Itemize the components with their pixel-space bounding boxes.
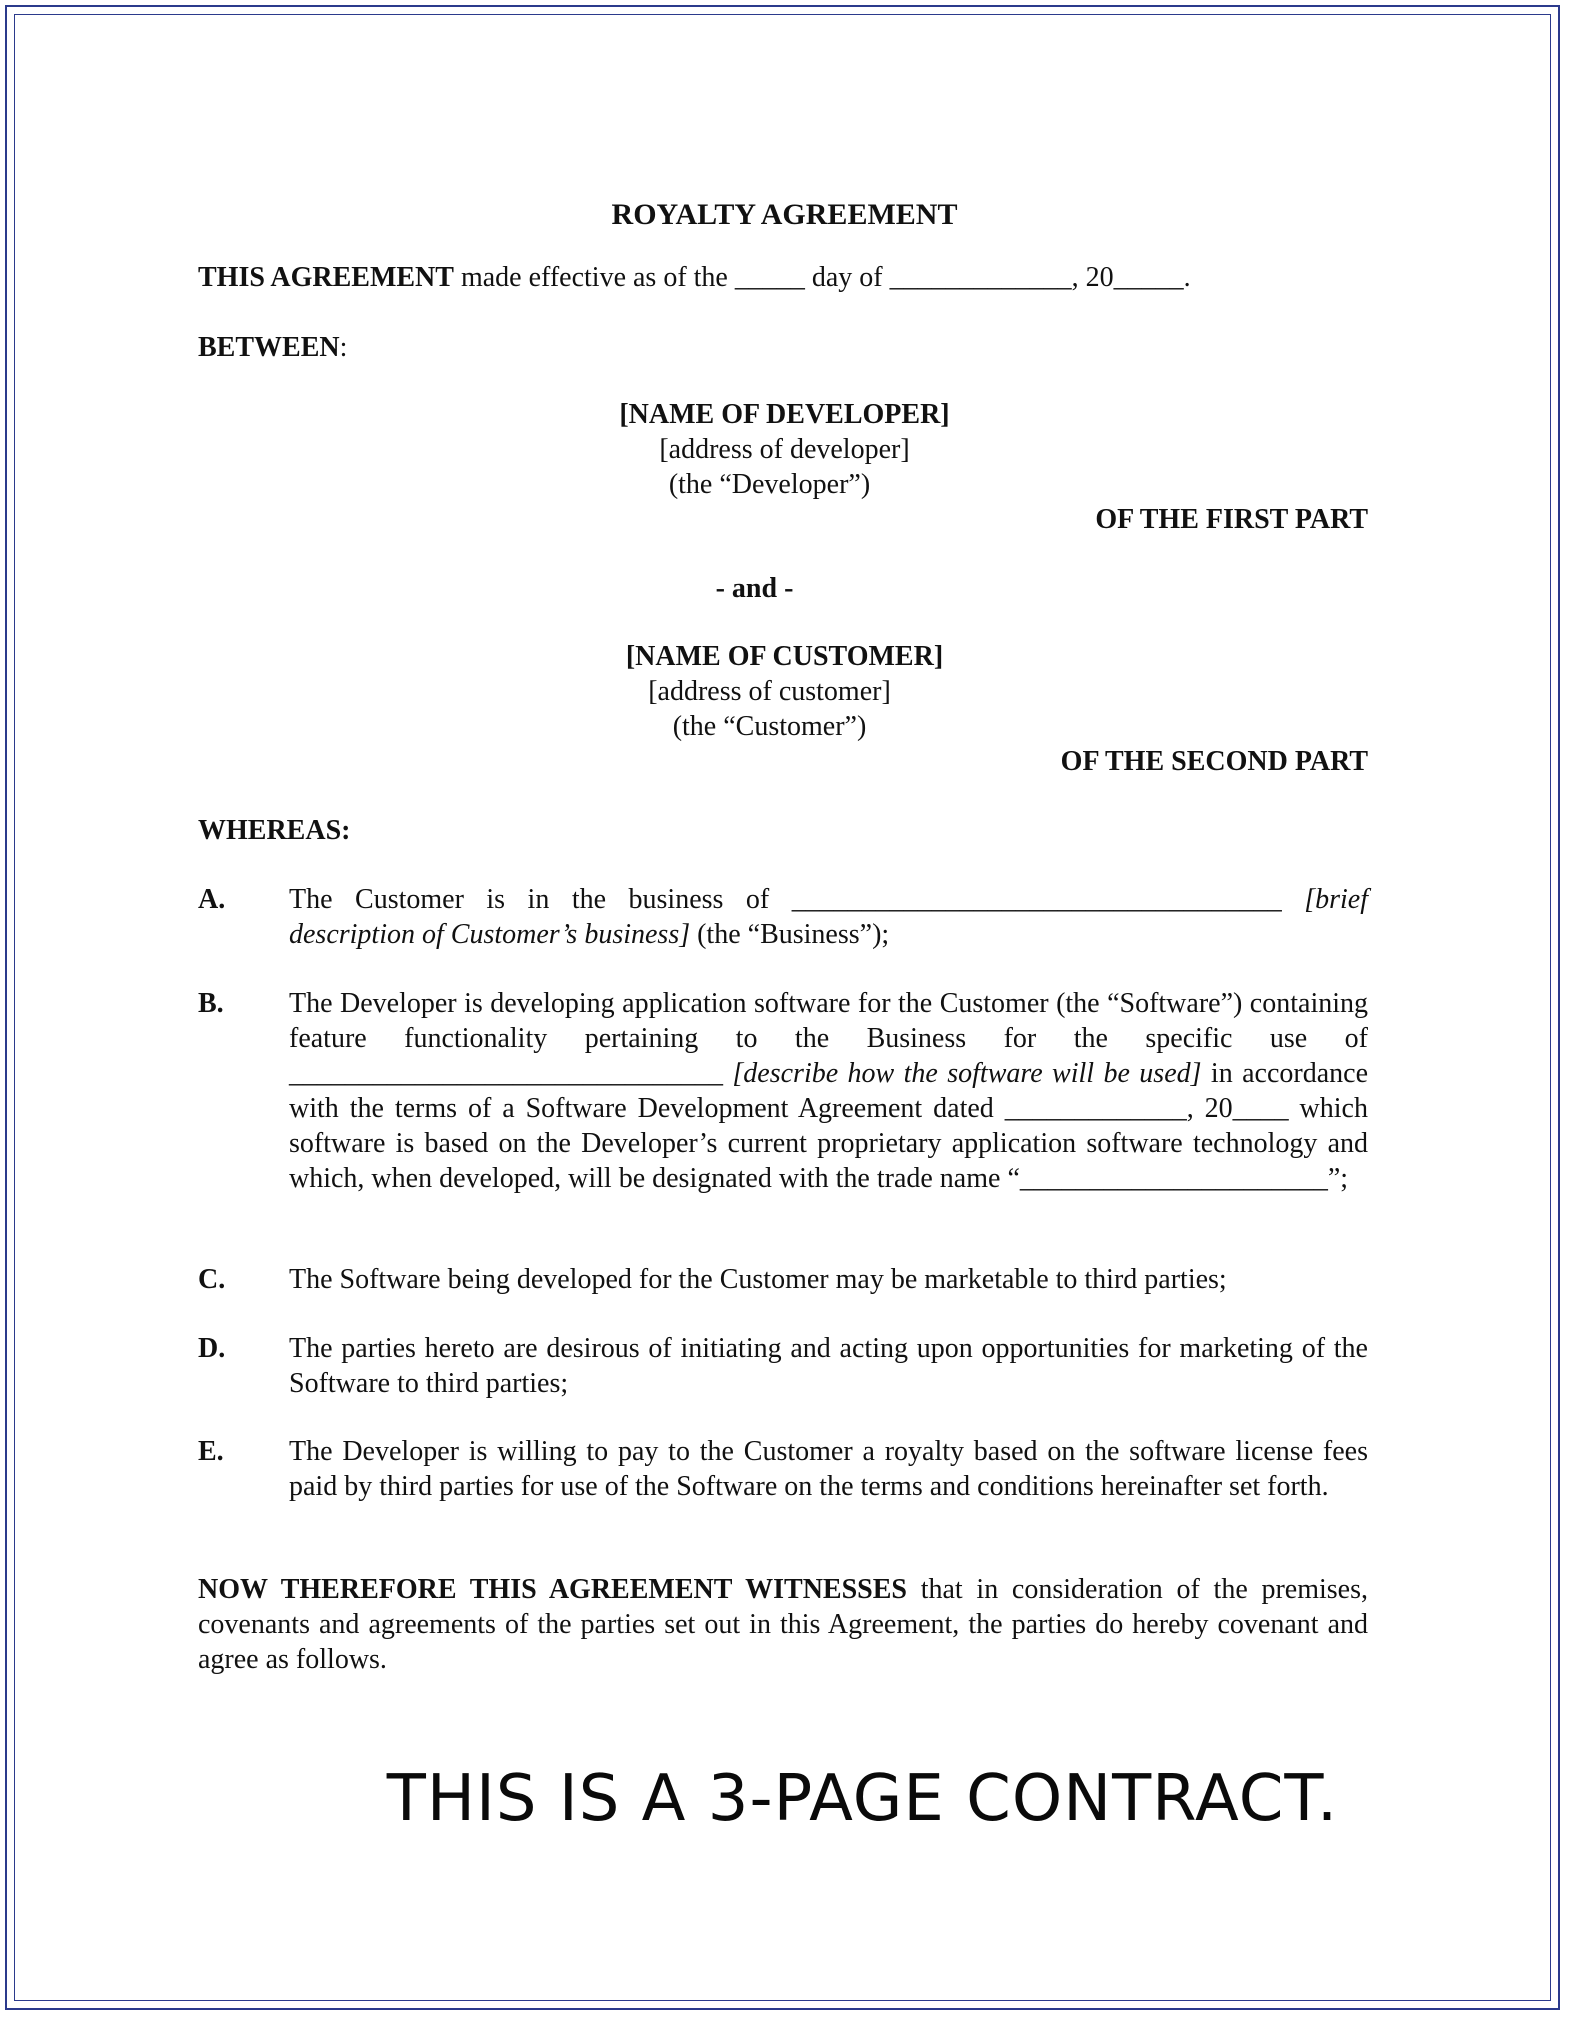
page-count-notice: THIS IS A 3-PAGE CONTRACT. — [386, 1762, 1339, 1836]
recital-b-letter: B. — [198, 988, 224, 1019]
customer-alias: (the “Customer”) — [672, 711, 867, 742]
recital-c-text: The Software being developed for the Customer may be marketable to third parties; — [289, 1264, 1227, 1295]
recital-b-text: The Developer is developing application software for the Customer (the “Software”) containing feature functionality pertaining to the Business for the specific use of _______________________________ [describe how the software will be used] in accordance with the terms of a Software Development Agreement dated _____________, 20____ which software is based on the Developer’s current proprietary application software technology and which, when developed, will be designated with the trade name “______________________”; — [289, 988, 1369, 1194]
intro-lead: THIS AGREEMENT — [198, 262, 454, 293]
now-therefore-paragraph: NOW THEREFORE THIS AGREEMENT WITNESSES that in consideration of the premises, covenants and agreements of the parties set out in this Agreement, the parties do hereby covenant and agree as follows. — [198, 1574, 1368, 1675]
second-part-label: OF THE SECOND PART — [1060, 746, 1368, 777]
recital-e-letter: E. — [198, 1436, 224, 1467]
intro-rest: made effective as of the _____ day of _____________, 20_____. — [453, 262, 1191, 293]
recital-d-text: The parties hereto are desirous of initiating and acting upon opportunities for marketing of the Software to third parties; — [289, 1333, 1368, 1399]
recital-c-letter: C. — [198, 1264, 226, 1295]
customer-name: [NAME OF CUSTOMER] — [625, 641, 944, 672]
recital-a-text: The Customer is in the business of ___________________________________ [brief description of Customer’s business] (the “Business”); — [289, 884, 1368, 950]
developer-name: [NAME OF DEVELOPER] — [619, 399, 950, 430]
developer-alias: (the “Developer”) — [668, 469, 871, 500]
whereas-heading: WHEREAS: — [198, 815, 351, 846]
recital-d-letter: D. — [198, 1333, 226, 1364]
first-part-label: OF THE FIRST PART — [1095, 504, 1368, 535]
and-separator: - and - — [715, 573, 794, 604]
between-label: BETWEEN: — [198, 332, 348, 363]
intro-line — [198, 260, 1191, 295]
recital-e-text: The Developer is willing to pay to the Customer a royalty based on the software license fees paid by third parties for use of the Software on the terms and conditions hereinafter set forth. — [289, 1436, 1368, 1502]
developer-address: [address of developer] — [659, 434, 910, 465]
document-title: ROYALTY AGREEMENT — [611, 198, 958, 231]
customer-address: [address of customer] — [648, 676, 891, 707]
recital-a-letter: A. — [198, 884, 226, 915]
